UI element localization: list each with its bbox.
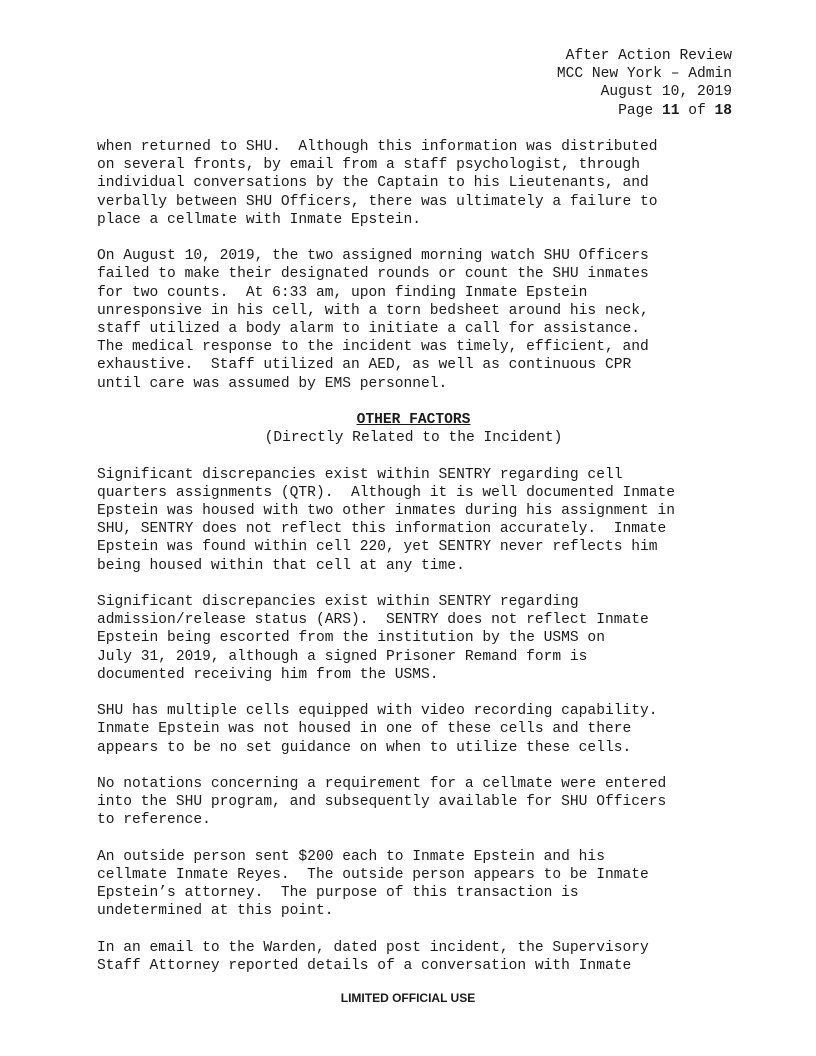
header-date: August 10, 2019 (600, 84, 732, 101)
paragraph: No notations concerning a requirement for a cellmate were entered into the SHU program, and subsequently available for SHU Officers to reference. (97, 776, 667, 829)
paragraph: An outside person sent $200 each to Inmate Epstein and his cellmate Inmate Reyes. The outside person appears to be Inmate Epstein’s attorney. The purpose of this transaction is undetermined at this point. (97, 848, 649, 920)
paragraph: when returned to SHU. Although this information was distributed on several fronts, by email from a staff psychologist, through individual conversations by the Captain to his Lieutenants, and verbally between SHU Officers, there was ultimately a failure to place a cellmate with Inmate Epstein. (97, 139, 658, 228)
paragraph: On August 10, 2019, the two assigned morning watch SHU Officers failed to make their designated rounds or count the SHU inmates for two counts. At 6:33 am, upon finding Inmate Epstein unresponsive in his cell, with a torn bedsheet around his neck, staff utilized a body alarm to initiate a call for assistance. The medical response to the incident was timely, efficient, and exhaustive. Staff utilized an AED, as well as continuous CPR until care was assumed by EMS personnel. (97, 248, 649, 392)
paragraph: Significant discrepancies exist within SENTRY regarding admission/release status (ARS). SENTRY does not reflect Inmate Epstein being escorted from the institution by the USMS on July 31, 2019, although a signed Prisoner Remand form is documented receiving him from the USMS. (97, 594, 649, 683)
page-number: Page 11 of 18 (618, 102, 732, 119)
classification-footer: LIMITED OFFICIAL USE (340, 991, 476, 1005)
section-title: OTHER FACTORS (356, 412, 471, 429)
header-institution: MCC New York – Admin (556, 66, 732, 83)
section-subtitle: (Directly Related to the Incident) (264, 430, 563, 447)
paragraph: In an email to the Warden, dated post incident, the Supervisory Staff Attorney reported details of a conversation with Inmate (97, 939, 649, 975)
paragraph: Significant discrepancies exist within SENTRY regarding cell quarters assignments (QTR). Although it is well documented Inmate Epstein was housed with two other inmates during his assignment in SHU, SENTRY does not reflect this information accurately. Inmate Epstein was found within cell 220, yet SENTRY never reflects him being housed within that cell at any time. (97, 466, 676, 574)
header-title: After Action Review (565, 48, 732, 64)
document-body (97, 138, 757, 993)
document-header (557, 47, 732, 120)
paragraph: SHU has multiple cells equipped with video recording capability. Inmate Epstein was not housed in one of these cells and there appears to be no set guidance on when to utilize these cells. (97, 703, 658, 756)
